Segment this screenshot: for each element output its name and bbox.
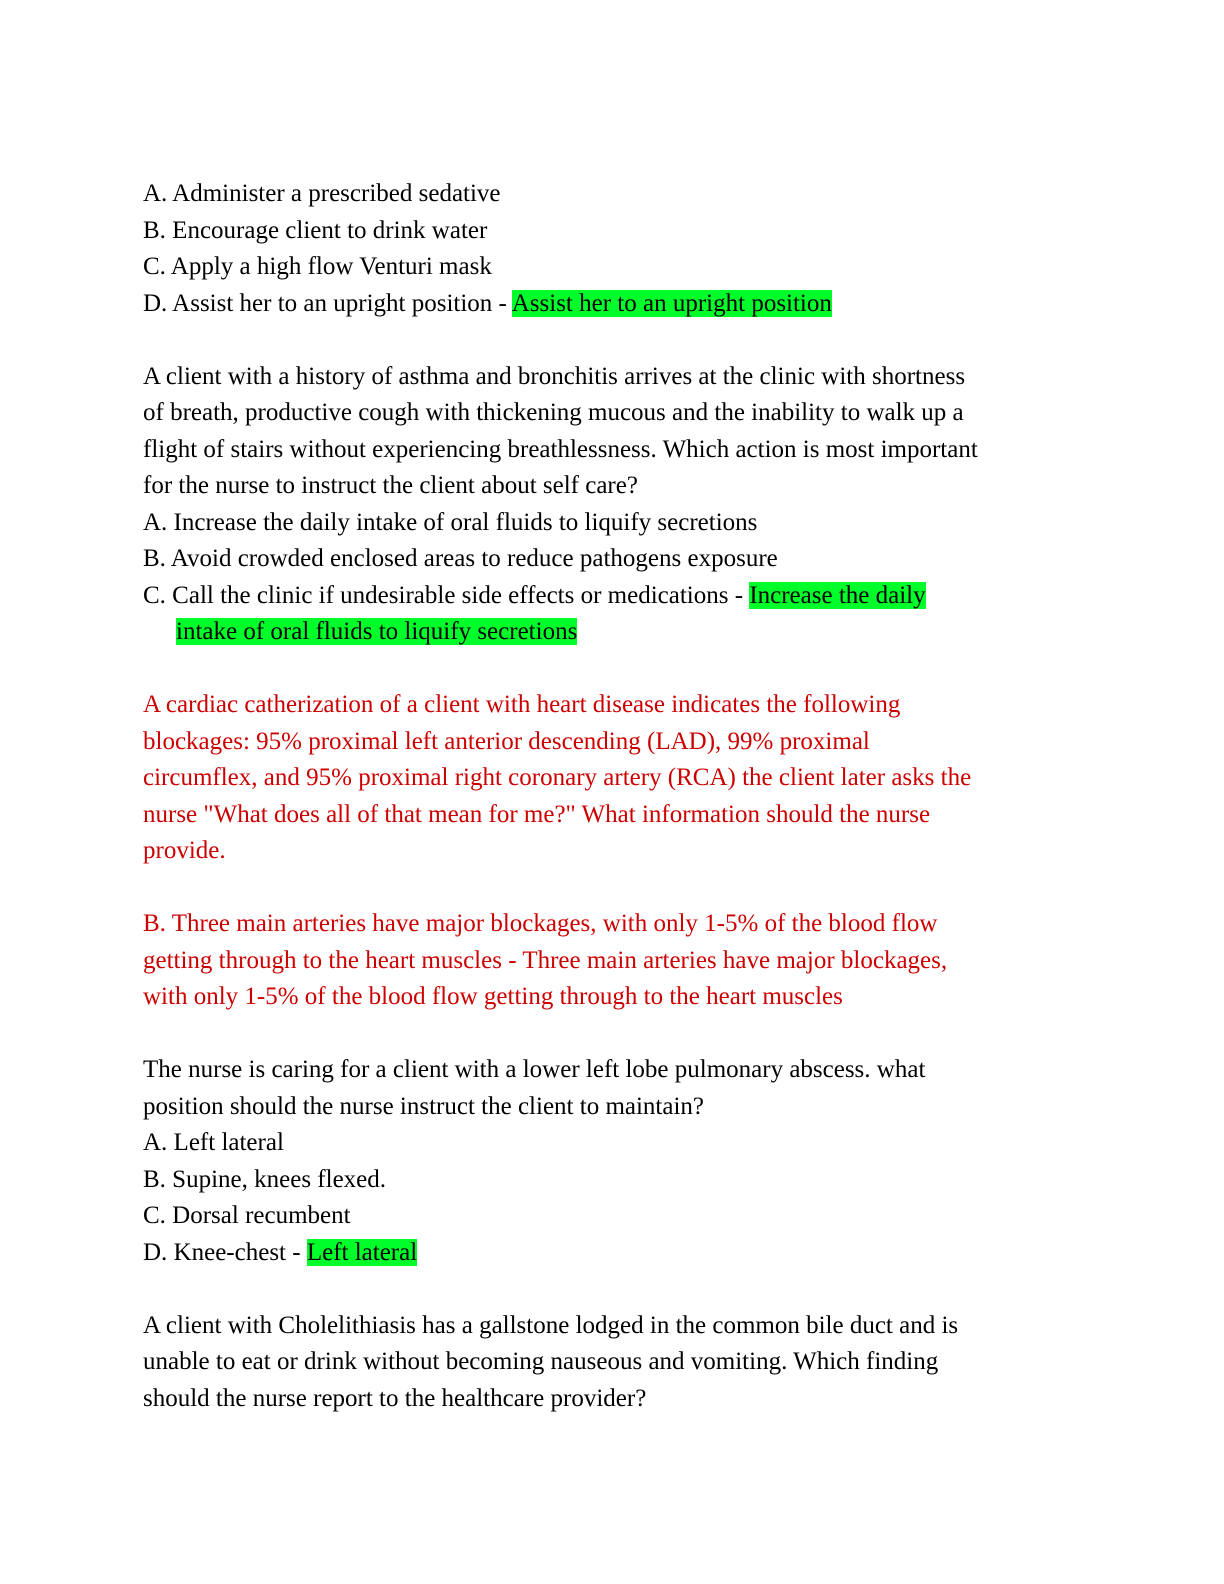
q2-option-c-text: C. Call the clinic if undesirable side effects or medications - <box>143 581 750 609</box>
q3-question-line: circumflex, and 95% proximal right coronary artery (RCA) the client later asks the <box>143 764 972 791</box>
q4-option-d <box>143 1235 1083 1272</box>
q4-question-line: position should the nurse instruct the client to maintain? <box>143 1092 705 1120</box>
q2-answer-continuation <box>143 614 1083 651</box>
q3-question-line: blockages: 95% proximal left anterior descending (LAD), 99% proximal <box>143 727 870 755</box>
q2-answer-highlight: intake of oral fluids to liquify secretions <box>176 618 578 645</box>
q3-answer-line: B. Three main arteries have major blockages, with only 1-5% of the blood flow <box>143 910 938 937</box>
spacer <box>143 1016 1083 1053</box>
q2-question-line: of breath, productive cough with thickening mucous and the inability to walk up a <box>143 399 964 426</box>
q2-option-b: B. Avoid crowded enclosed areas to reduce pathogens exposure <box>143 545 778 572</box>
q3-question-line: provide. <box>143 837 226 864</box>
q4-option-b: B. Supine, knees flexed. <box>143 1165 387 1193</box>
q2-question-line: flight of stairs without experiencing breathlessness. Which action is most important <box>143 435 978 463</box>
q4-option-c: C. Dorsal recumbent <box>143 1202 351 1229</box>
spacer <box>143 870 1083 907</box>
q4-option-a: A. Left lateral <box>143 1129 284 1156</box>
q1-option-b: B. Encourage client to drink water <box>143 216 488 244</box>
q5-question-line: unable to eat or drink without becoming nauseous and vomiting. Which finding <box>143 1348 939 1375</box>
document-content <box>143 176 1083 1417</box>
q2-option-c <box>143 578 1083 615</box>
q4-question-line: The nurse is caring for a client with a lower left lobe pulmonary abscess. what <box>143 1056 926 1083</box>
spacer <box>143 322 1083 359</box>
q3-answer-line: getting through to the heart muscles - Three main arteries have major blockages, <box>143 946 948 974</box>
q1-option-a: A. Administer a prescribed sedative <box>143 180 501 207</box>
q5-question-line: A client with Cholelithiasis has a gallstone lodged in the common bile duct and is <box>143 1311 959 1339</box>
q2-question-line: for the nurse to instruct the client about self care? <box>143 472 638 499</box>
q1-option-c: C. Apply a high flow Venturi mask <box>143 253 492 280</box>
q4-answer-highlight: Left lateral <box>306 1238 418 1266</box>
q3-question-line: nurse "What does all of that mean for me?" What information should the nurse <box>143 800 931 828</box>
q1-option-d <box>143 286 1083 323</box>
q1-answer-highlight: Assist her to an upright position <box>511 289 832 317</box>
q2-question-line: A client with a history of asthma and bronchitis arrives at the clinic with shortness <box>143 362 966 390</box>
q5-question-line: should the nurse report to the healthcare provider? <box>143 1384 647 1412</box>
q1-option-d-text: D. Assist her to an upright position - <box>143 289 512 317</box>
q2-option-a: A. Increase the daily intake of oral fluids to liquify secretions <box>143 508 758 536</box>
q3-answer-line: with only 1-5% of the blood flow getting through to the heart muscles <box>143 983 843 1010</box>
spacer <box>143 651 1083 688</box>
spacer <box>143 1271 1083 1308</box>
q2-answer-highlight: Increase the daily <box>749 581 926 609</box>
q4-option-d-text: D. Knee-chest - <box>143 1238 307 1266</box>
q3-question-line: A cardiac catherization of a client with heart disease indicates the following <box>143 691 901 718</box>
